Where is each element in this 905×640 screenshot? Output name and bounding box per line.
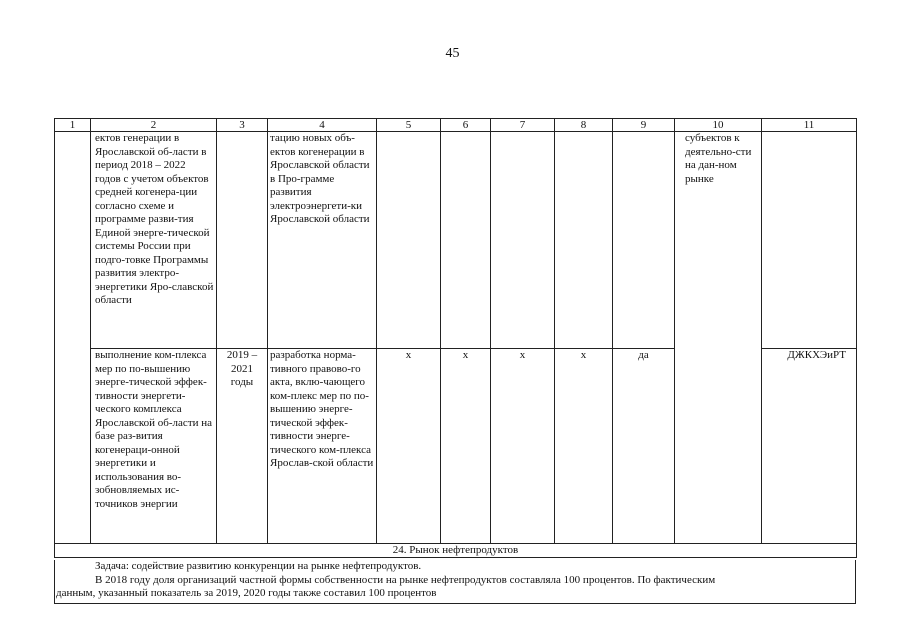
note-text-line1: В 2018 году доля организаций частной формы собственности на рынке нефтепродуктов составляла 100 процентов. По фактическим bbox=[95, 573, 716, 586]
section-heading-row bbox=[55, 544, 857, 558]
measure-description: ектов генерации в Ярославской об-ласти в период 2018 – 2022 годов с учетом объектов средней когенера-ции согласно схеме и программе разви-тия Единой энерге-тической системы России при подго-товке Программы развития электро-энергетики Яро-славской области bbox=[95, 132, 214, 306]
table-cell-col8 bbox=[555, 132, 613, 349]
table-cell-col4 bbox=[268, 349, 377, 544]
table-cell-col7 bbox=[491, 132, 555, 349]
table-cell-col11 bbox=[762, 349, 857, 544]
table-cell-col5 bbox=[377, 132, 441, 349]
column-header-1: 1 bbox=[55, 119, 91, 132]
column-header-8: 8 bbox=[555, 119, 613, 132]
table-cell-col8: х bbox=[555, 349, 613, 544]
table-cell-col3 bbox=[217, 132, 268, 349]
column-header-4: 4 bbox=[268, 119, 377, 132]
table-header-row bbox=[55, 119, 857, 132]
column-header-10: 10 bbox=[675, 119, 762, 132]
col10-text: субъектов к деятельно-сти на дан-ном рынке bbox=[685, 132, 752, 185]
column-header-2: 2 bbox=[91, 119, 217, 132]
table-cell-col3: 2019 – 2021 годы bbox=[217, 349, 268, 544]
table-cell-col10 bbox=[675, 132, 762, 544]
table-row bbox=[55, 132, 857, 349]
column-header-5: 5 bbox=[377, 119, 441, 132]
table-cell-col9: да bbox=[613, 349, 675, 544]
note-text-line2: данным, указанный показатель за 2019, 2020 годы также составил 100 процентов bbox=[56, 587, 437, 599]
expected-result: разработка норма-тивного правово-го акта, вклю-чающего ком-плекс мер по по-вышению энерге-тической эффек-тивности энерге-тического ком-плекса Ярослав-ской области bbox=[270, 349, 374, 469]
expected-result: тацию новых объ-ектов когенерации в Ярославской области в Про-грамме развития электроэнергети-ки Ярославской области bbox=[270, 132, 370, 225]
column-header-6: 6 bbox=[441, 119, 491, 132]
column-header-11: 11 bbox=[762, 119, 857, 132]
table-cell-col2 bbox=[91, 132, 217, 349]
table-cell-col11 bbox=[762, 132, 857, 349]
table-cell-col6: х bbox=[441, 349, 491, 544]
task-text: Задача: содействие развитию конкуренции на рынке нефтепродуктов. bbox=[95, 560, 422, 572]
table-cell-col9 bbox=[613, 132, 675, 349]
table-cell-col1 bbox=[55, 132, 91, 544]
task-note bbox=[54, 560, 856, 604]
table-cell-col4 bbox=[268, 132, 377, 349]
column-header-3: 3 bbox=[217, 119, 268, 132]
responsible-body: ДЖКХЭиРТ bbox=[787, 349, 846, 361]
section-heading: 24. Рынок нефтепродуктов bbox=[55, 544, 857, 558]
table-cell-col7: х bbox=[491, 349, 555, 544]
column-header-9: 9 bbox=[613, 119, 675, 132]
measures-table bbox=[54, 118, 857, 558]
page-number: 45 bbox=[445, 46, 460, 61]
table-cell-col2 bbox=[91, 349, 217, 544]
column-header-7: 7 bbox=[491, 119, 555, 132]
table-cell-col6 bbox=[441, 132, 491, 349]
table-cell-col5: х bbox=[377, 349, 441, 544]
measure-description: выполнение ком-плекса мер по по-вышению энерге-тической эффек-тивности энергети-ческого комплекса Ярославской об-ласти на базе раз-вития когенераци-онной энергетики и использования во-зобновляемых ис-точников энергии bbox=[95, 349, 213, 510]
